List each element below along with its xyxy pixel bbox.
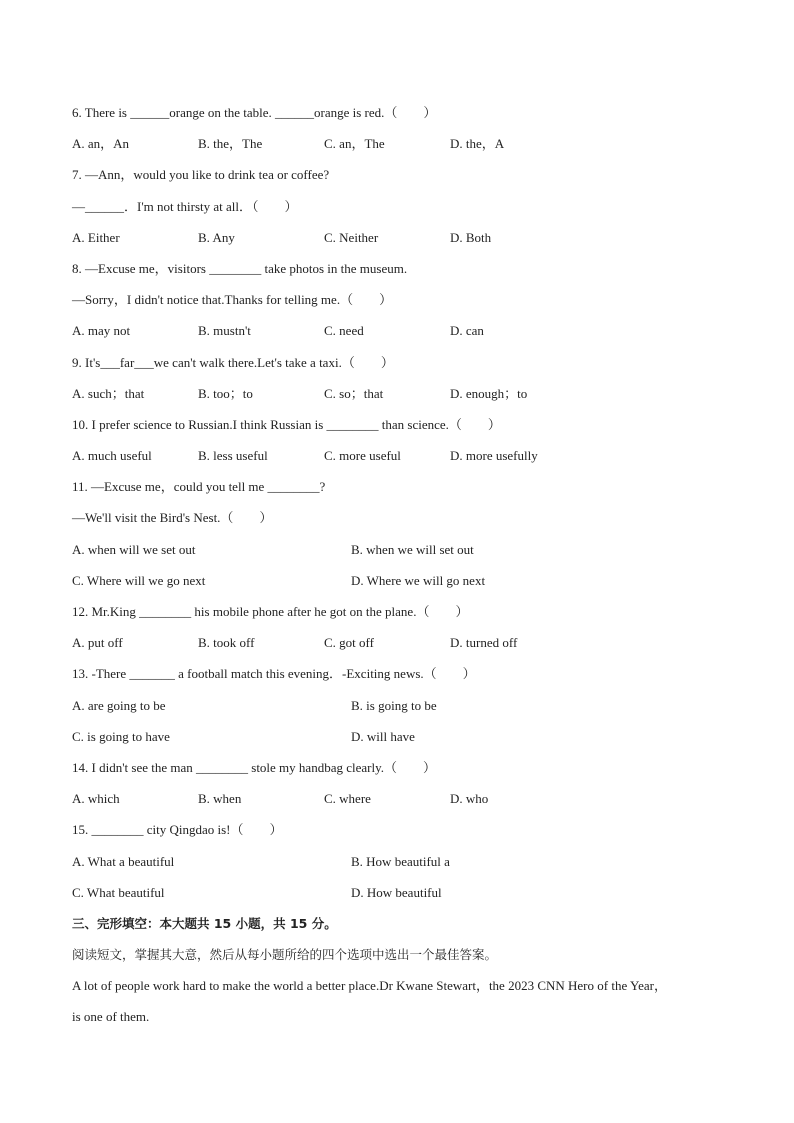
option-c[interactable]: C. so；that [324, 385, 384, 401]
option-row [72, 851, 722, 882]
passage [72, 975, 722, 1037]
option-a[interactable]: A. much useful [72, 448, 152, 464]
option-b[interactable]: B. Any [198, 229, 235, 245]
option-c[interactable]: C. What beautiful [72, 884, 165, 900]
question-stem: 11. —Excuse me，could you tell me ________? [72, 479, 326, 495]
option-d[interactable]: D. turned off [450, 635, 518, 651]
question-list [72, 102, 722, 913]
option-a[interactable]: A. Either [72, 229, 120, 245]
option-c[interactable]: C. got off [324, 635, 374, 651]
option-row [72, 882, 722, 913]
question-item [72, 476, 722, 601]
question-stem: 8. —Excuse me，visitors ________ take photos in the museum. [72, 260, 408, 276]
question-item [72, 164, 722, 258]
passage-line: is one of them. [72, 1009, 150, 1025]
option-row [72, 227, 722, 258]
option-row [72, 445, 722, 476]
option-row [72, 320, 722, 351]
question-stem-continued: —______．I'm not thirsty at all．（ ） [72, 198, 298, 214]
option-row [72, 632, 722, 663]
option-b[interactable]: B. too；to [198, 385, 253, 401]
option-c[interactable]: C. need [324, 323, 364, 339]
section-title [72, 913, 722, 944]
question-item [72, 819, 722, 913]
question-stem: 9. It's___far___we can't walk there.Let's take a taxi.（ ） [72, 354, 394, 370]
option-d[interactable]: D. will have [351, 728, 415, 744]
option-a[interactable]: A. What a beautiful [72, 853, 175, 869]
question-stem-continued: —We'll visit the Bird's Nest.（ ） [72, 510, 273, 526]
option-c[interactable]: C. more useful [324, 448, 401, 464]
option-b[interactable]: B. is going to be [351, 697, 437, 713]
option-a[interactable]: A. when will we set out [72, 541, 196, 557]
option-d[interactable]: D. more usefully [450, 448, 538, 464]
exam-page [72, 102, 722, 1038]
option-d[interactable]: D. enough；to [450, 385, 528, 401]
section-instruction: 阅读短文，掌握其大意，然后从每小题所给的四个选项中选出一个最佳答案。 [72, 947, 498, 963]
question-stem: 7. —Ann，would you like to drink tea or coffee? [72, 167, 330, 183]
option-b[interactable]: B. when we will set out [351, 541, 474, 557]
option-b[interactable]: B. took off [198, 635, 255, 651]
option-a[interactable]: A. are going to be [72, 697, 166, 713]
option-c[interactable]: C. where [324, 791, 371, 807]
option-d[interactable]: D. can [450, 323, 484, 339]
passage-line: A lot of people work hard to make the world a better place.Dr Kwane Stewart，the 2023 CNN Hero of the Year， [72, 978, 667, 994]
option-row [72, 133, 722, 164]
option-b[interactable]: B. less useful [198, 448, 268, 464]
option-b[interactable]: B. How beautiful a [351, 853, 450, 869]
question-item [72, 352, 722, 414]
option-b[interactable]: B. when [198, 791, 242, 807]
option-d[interactable]: D. the，A [450, 136, 505, 152]
option-row [72, 383, 722, 414]
option-row [72, 726, 722, 757]
question-item [72, 601, 722, 663]
section-heading: 三、完形填空：本大题共 15 小题，共 15 分。 [72, 915, 337, 931]
option-row [72, 539, 722, 570]
question-item [72, 663, 722, 757]
option-a[interactable]: A. an，An [72, 136, 130, 152]
option-row [72, 788, 722, 819]
question-item [72, 414, 722, 476]
question-stem: 6. There is ______orange on the table. ______orange is red.（ ） [72, 105, 437, 120]
option-d[interactable]: D. How beautiful [351, 884, 442, 900]
question-stem-continued: —Sorry，I didn't notice that.Thanks for telling me.（ ） [72, 292, 393, 308]
option-a[interactable]: A. such；that [72, 385, 145, 401]
question-stem: 14. I didn't see the man ________ stole my handbag clearly.（ ） [72, 759, 436, 775]
option-c[interactable]: C. Where will we go next [72, 572, 206, 588]
question-item [72, 102, 722, 164]
question-stem: 12. Mr.King ________ his mobile phone after he got on the plane.（ ） [72, 604, 469, 619]
option-b[interactable]: B. mustn't [198, 323, 251, 339]
question-stem: 10. I prefer science to Russian.I think Russian is ________ than science.（ ） [72, 416, 501, 432]
option-row [72, 570, 722, 601]
option-d[interactable]: D. Both [450, 229, 492, 245]
option-d[interactable]: D. who [450, 791, 489, 807]
question-stem: 13. -There _______ a football match this evening．-Exciting news.（ ） [72, 666, 476, 682]
question-item [72, 258, 722, 352]
question-stem: 15. ________ city Qingdao is!（ ） [72, 822, 283, 838]
question-item [72, 757, 722, 819]
option-c[interactable]: C. Neither [324, 229, 379, 245]
option-b[interactable]: B. the，The [198, 136, 263, 152]
option-c[interactable]: C. an，The [324, 136, 385, 152]
option-c[interactable]: C. is going to have [72, 728, 170, 744]
option-d[interactable]: D. Where we will go next [351, 572, 486, 588]
option-row [72, 695, 722, 726]
option-a[interactable]: A. may not [72, 323, 131, 339]
option-a[interactable]: A. which [72, 791, 120, 807]
option-a[interactable]: A. put off [72, 635, 123, 651]
